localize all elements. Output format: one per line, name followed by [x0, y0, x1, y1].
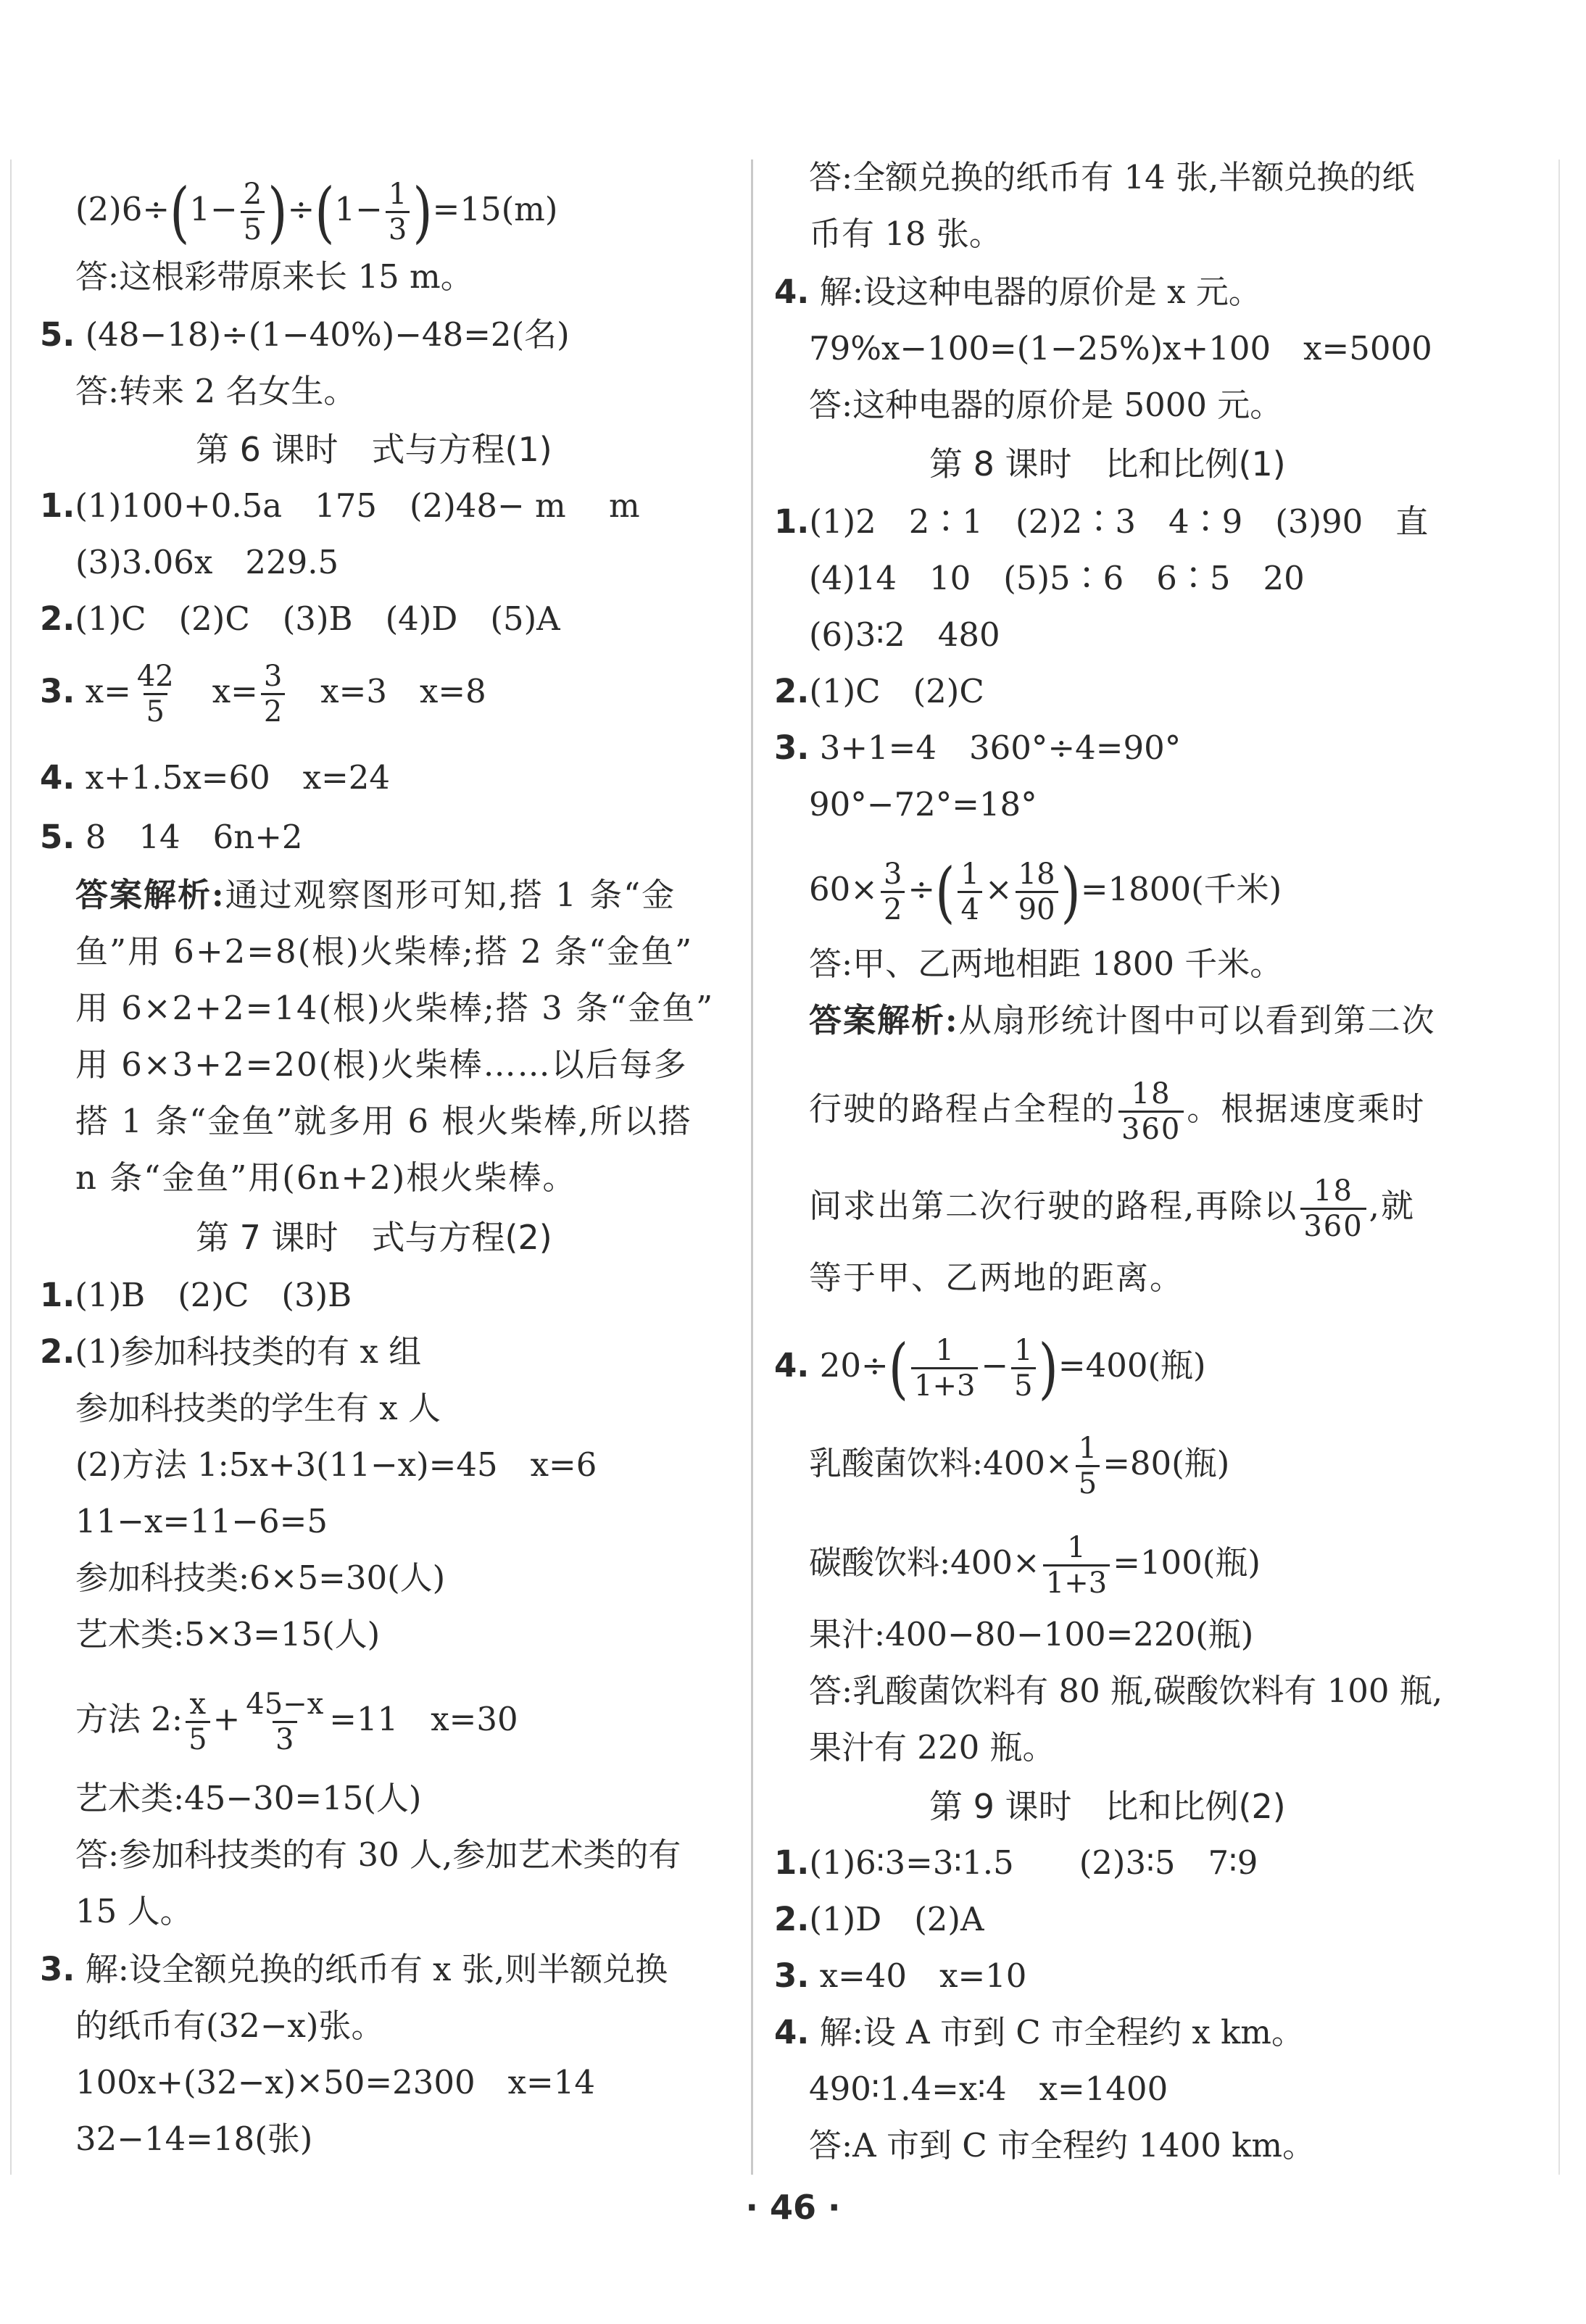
l9-q4b: 490∶1.4=x∶4 x=1400: [809, 2070, 1168, 2108]
l8-q4f: 果汁:400−80−100=220(瓶): [809, 1615, 1254, 1653]
l6-q1: 1.(1)100+0.5a 175 (2)48− m m: [40, 486, 640, 525]
l7-q2d: 11−x=11−6=5: [75, 1502, 328, 1540]
l7-q2f: 艺术类:5×3=15(人): [75, 1615, 381, 1653]
l9-q4: 4. 解:设 A 市到 C 市全程约 x km。: [774, 2013, 1304, 2051]
l9-q4c: 答:A 市到 C 市全程约 1400 km。: [809, 2126, 1316, 2165]
right-edge-line: [1558, 159, 1560, 2175]
l7-q2: 2.(1)参加科技类的有 x 组: [40, 1332, 422, 1371]
l6-explain-6: n 条“金鱼”用(6n+2)根火柴棒。: [75, 1158, 577, 1197]
l7-q3d: 32−14=18(张): [75, 2120, 313, 2158]
l9-q2: 2.(1)D (2)A: [774, 1900, 984, 1938]
l8-q1c: (6)3∶2 480: [809, 615, 1000, 654]
lesson-6-heading: 第 6 课时 式与方程(1): [196, 430, 552, 469]
l8-explain-3: 间求出第二次行驶的路程,再除以 $\frac{18}{360}$ ,就: [809, 1174, 1415, 1243]
l8-q4h: 果汁有 220 瓶。: [809, 1728, 1055, 1767]
line-l4: 答:转来 2 名女生。: [75, 372, 357, 410]
l6-q1b: (3)3.06x 229.5: [75, 543, 339, 581]
l6-explain-5: 搭 1 条“金鱼”就多用 6 根火柴棒,所以搭: [75, 1102, 692, 1140]
line-l1: (2)6÷(1− $\frac{2}{5}$ )÷(1− $\frac{1}{3}$ )=15(m): [75, 173, 558, 251]
l8-q3: 3. 3+1=4 360°÷4=90°: [774, 729, 1182, 767]
l7-q3b: 的纸币有(32−x)张。: [75, 2006, 384, 2045]
lesson-8-heading: 第 8 课时 比和比例(1): [929, 444, 1286, 484]
line-l3: 5. (48−18)÷(1−40%)−48=2(名): [40, 315, 570, 354]
l9-q1: 1.(1)6∶3=3∶1.5 (2)3∶5 7∶9: [774, 1843, 1258, 1882]
l6-q3: 3. x= $\frac{42}{5}$ x= $\frac{3}{2}$ x=3 x=8: [40, 660, 486, 729]
l6-explain-2: 鱼”用 6+2=8(根)火柴棒;搭 2 条“金鱼”: [75, 932, 694, 971]
lesson-9-heading: 第 9 课时 比和比例(2): [929, 1787, 1286, 1826]
lesson-7-heading: 第 7 课时 式与方程(2): [196, 1218, 552, 1257]
l8-explain-4: 等于甲、乙两地的距离。: [809, 1258, 1184, 1297]
l6-q4: 4. x+1.5x=60 x=24: [40, 758, 391, 797]
l7-q3: 3. 解:设全额兑换的纸币有 x 张,则半额兑换: [40, 1950, 668, 1988]
l8-q3d: 答:甲、乙两地相距 1800 千米。: [809, 945, 1283, 983]
l8-q4g: 答:乳酸菌饮料有 80 瓶,碳酸饮料有 100 瓶,: [809, 1672, 1443, 1710]
l6-explain-4: 用 6×3+2=20(根)火柴棒……以后每多: [75, 1045, 688, 1084]
l9-q3: 3. x=40 x=10: [774, 1956, 1027, 1995]
l8-q4: 4. 20÷( $\frac{1}{1+3}$ − $\frac{1}{5}$ )=400(瓶): [774, 1329, 1206, 1407]
r-line-5: 答:这种电器的原价是 5000 元。: [809, 386, 1283, 424]
l6-q2: 2.(1)C (2)C (3)B (4)D (5)A: [40, 599, 560, 638]
l6-explain-1: 答案解析:通过观察图形可知,搭 1 条“金: [75, 876, 676, 914]
column-divider: [751, 159, 753, 2175]
l6-explain-3: 用 6×2+2=14(根)火柴棒;搭 3 条“金鱼”: [75, 989, 715, 1027]
l6-q5: 5. 8 14 6n+2: [40, 818, 303, 856]
line-l2: 答:这根彩带原来长 15 m。: [75, 257, 473, 296]
page-number: · 46 ·: [745, 2188, 841, 2227]
l8-explain-1: 答案解析:从扇形统计图中可以看到第二次: [809, 1001, 1436, 1039]
l7-q2b: 参加科技类的学生有 x 人: [75, 1389, 441, 1427]
l7-q2c: (2)方法 1:5x+3(11−x)=45 x=6: [75, 1445, 597, 1484]
l8-q1: 1.(1)2 2∶1 (2)2∶3 4∶9 (3)90 直: [774, 502, 1429, 541]
r-line-4: 79%x−100=(1−25%)x+100 x=5000: [809, 329, 1432, 368]
l8-explain-2: 行驶的路程占全程的 $\frac{18}{360}$ 。根据速度乘时: [809, 1077, 1426, 1146]
l8-q3c: 60× $\frac{3}{2}$ ÷( $\frac{1}{4}$ × $\frac{18}{90}$ )=1800(千米): [809, 853, 1282, 931]
l7-q2i: 答:参加科技类的有 30 人,参加艺术类的有: [75, 1835, 681, 1874]
l8-q2: 2.(1)C (2)C: [774, 672, 984, 710]
l7-q2e: 参加科技类:6×5=30(人): [75, 1559, 446, 1597]
r-line-3: 4. 解:设这种电器的原价是 x 元。: [774, 273, 1261, 311]
l7-q2h: 艺术类:45−30=15(人): [75, 1779, 422, 1817]
l7-q3c: 100x+(32−x)×50=2300 x=14: [75, 2063, 595, 2101]
l7-q1: 1.(1)B (2)C (3)B: [40, 1276, 352, 1314]
l7-q2g: 方法 2: $\frac{x}{5}$ + $\frac{45-x}{3}$ =11 x=30: [75, 1688, 518, 1756]
l7-q2j: 15 人。: [75, 1892, 193, 1930]
l8-q4d: 乳酸菌饮料:400× $\frac{1}{5}$ =80(瓶): [809, 1432, 1230, 1501]
left-edge-line: [10, 159, 12, 2175]
l8-q4e: 碳酸饮料:400× $\frac{1}{1+3}$ =100(瓶): [809, 1531, 1261, 1600]
r-line-1: 答:全额兑换的纸币有 14 张,半额兑换的纸: [809, 158, 1415, 196]
r-line-2: 币有 18 张。: [809, 215, 1002, 253]
l8-q1b: (4)14 10 (5)5∶6 6∶5 20: [809, 559, 1305, 597]
l8-q3b: 90°−72°=18°: [809, 785, 1037, 823]
